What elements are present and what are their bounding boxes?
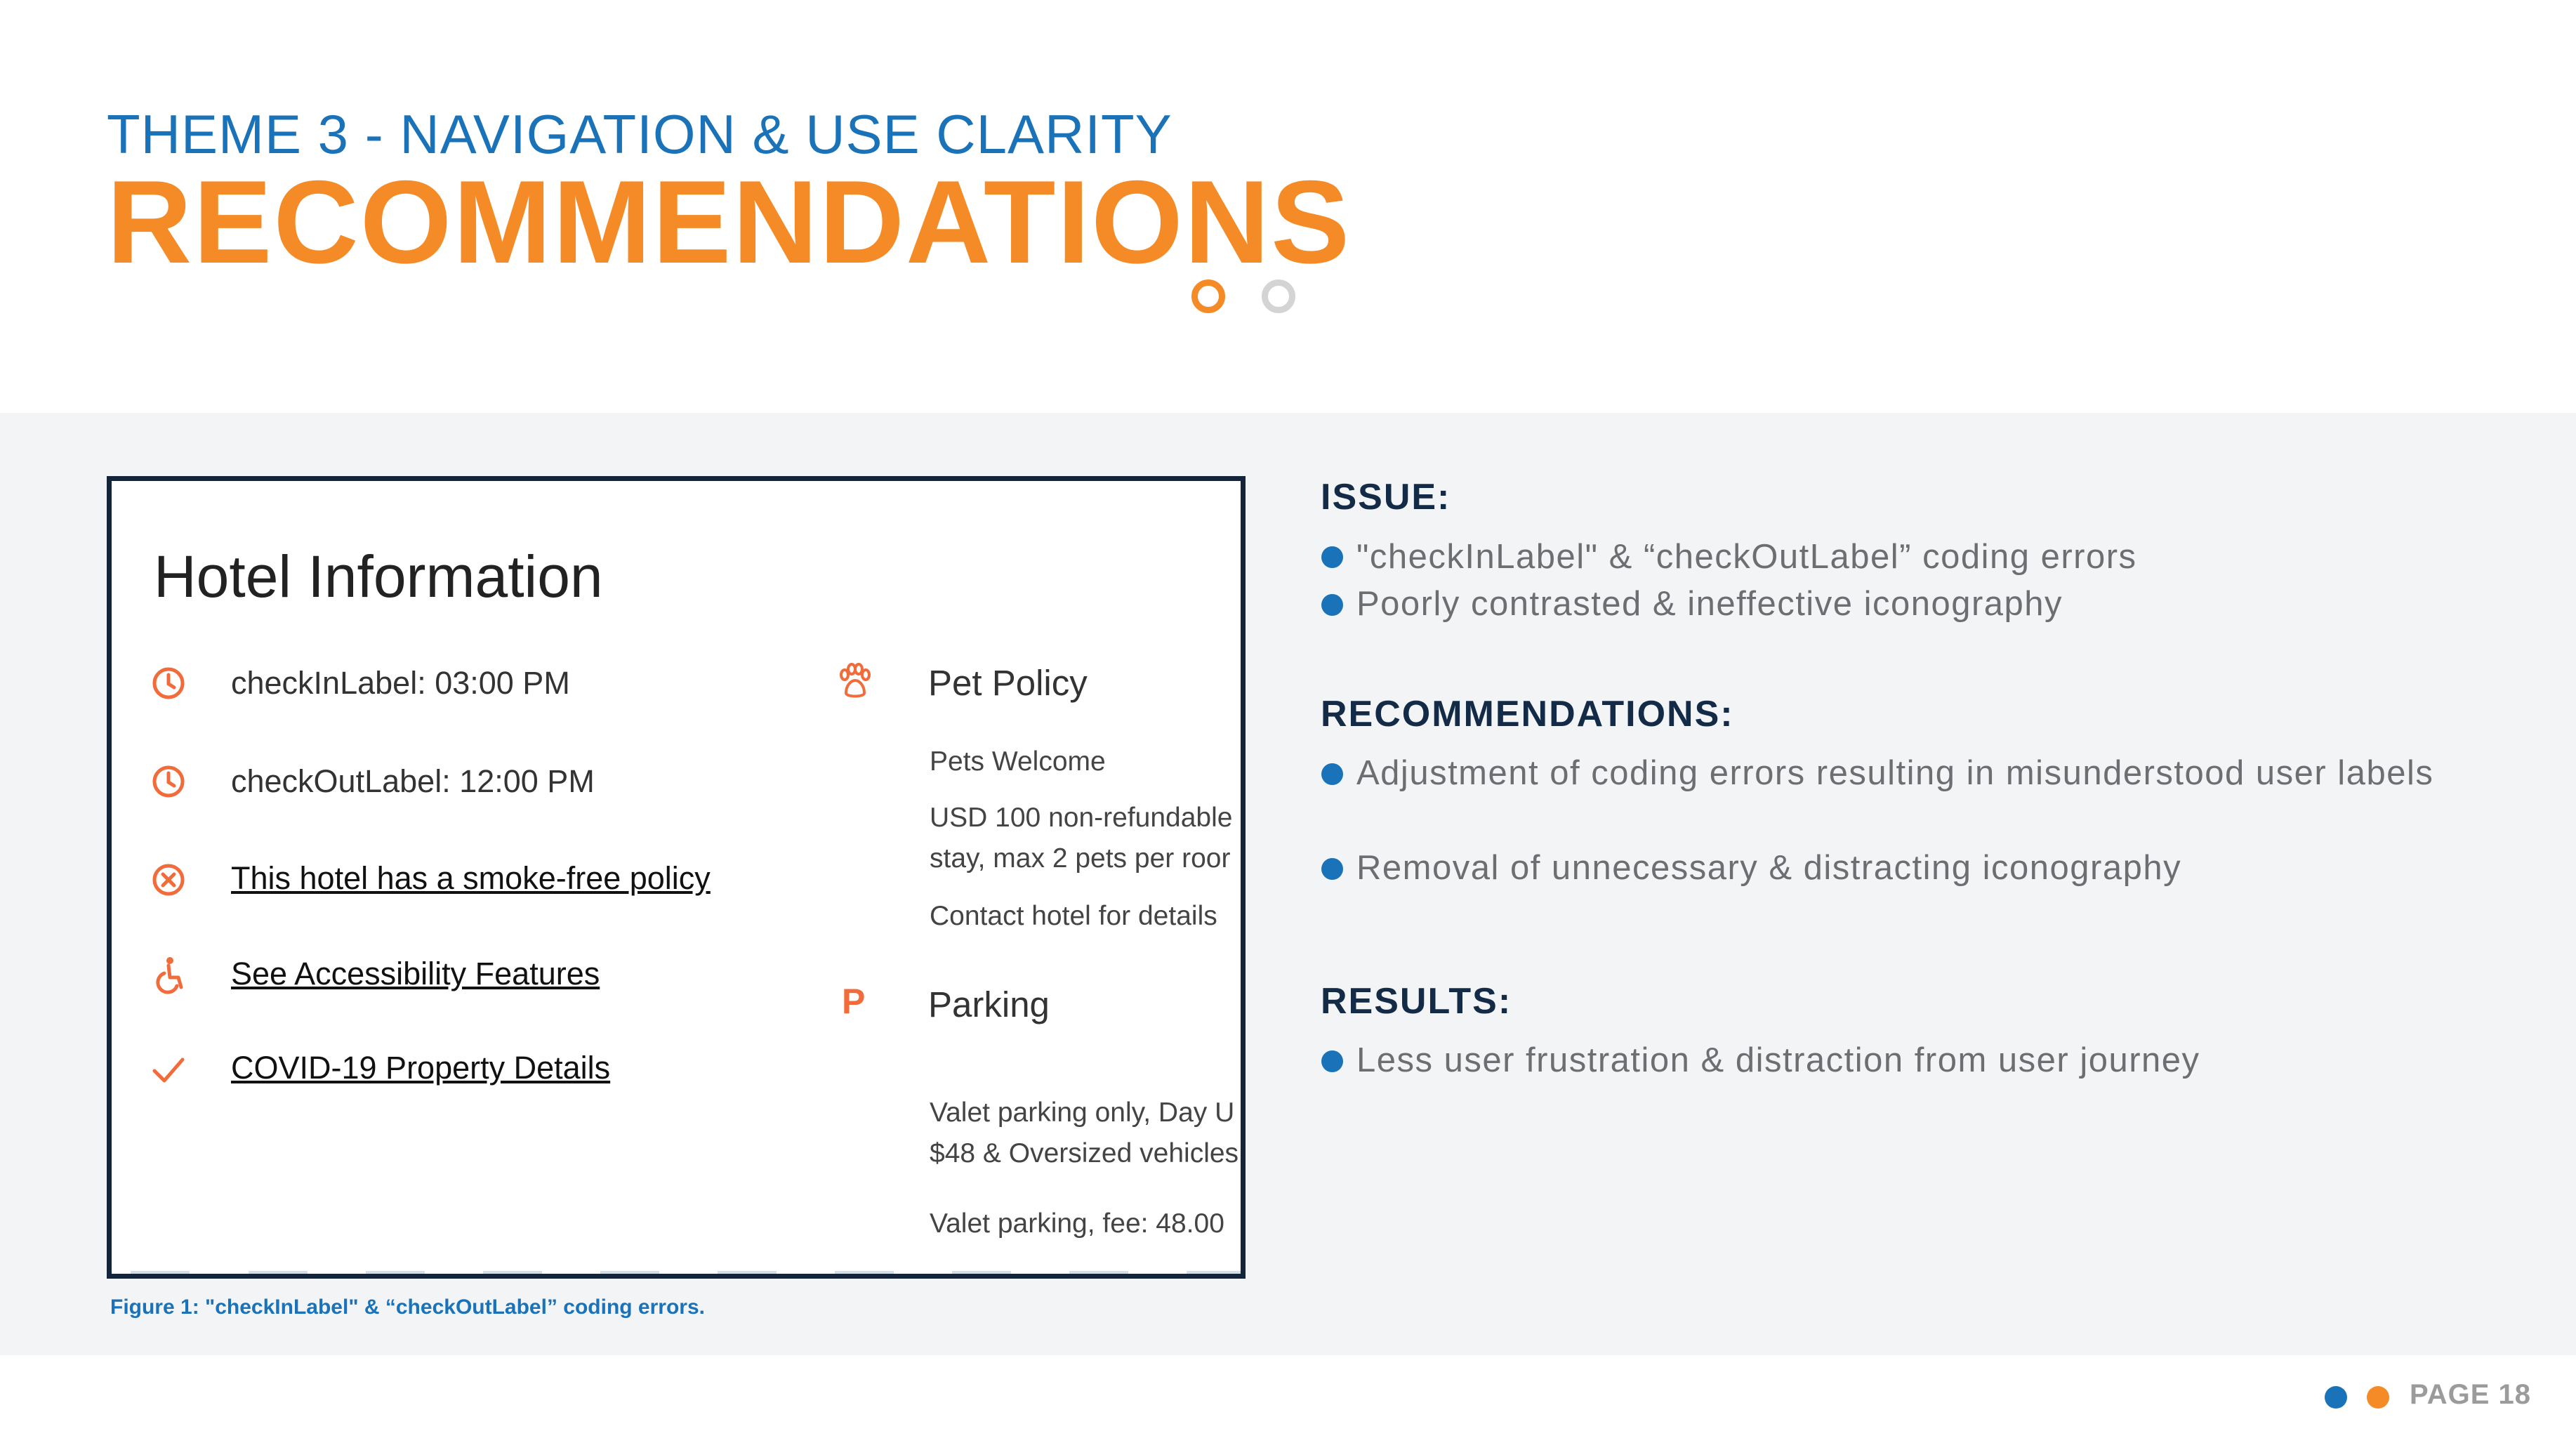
- orange-ring-decoration: [1191, 279, 1225, 313]
- covid-details-link[interactable]: COVID-19 Property Details: [231, 1050, 611, 1086]
- divider-dash: [131, 1271, 190, 1275]
- divider-dash: [952, 1271, 1011, 1275]
- issue-item: Poorly contrasted & ineffective iconography: [1356, 585, 2063, 623]
- parking-line: Valet parking, fee: 48.00: [930, 1208, 1224, 1239]
- divider-dash: [366, 1271, 425, 1275]
- checkmark-icon: [149, 1050, 188, 1089]
- check-in-label: checkInLabel: 03:00 PM: [231, 665, 570, 701]
- bullet-dot: [1321, 1050, 1343, 1072]
- result-item: Less user frustration & distraction from user journey: [1356, 1041, 2200, 1079]
- issue-heading: ISSUE:: [1321, 477, 1451, 518]
- recommendations-heading: RECOMMENDATIONS:: [1321, 694, 1734, 734]
- wheelchair-icon: [149, 955, 188, 994]
- bullet-dot: [1321, 594, 1343, 616]
- pet-line: USD 100 non-refundable: [930, 803, 1233, 833]
- svg-text:P: P: [842, 982, 866, 1020]
- parking-icon: [835, 981, 874, 1020]
- page-number: PAGE 18: [2410, 1379, 2531, 1410]
- recommendation-item: Removal of unnecessary & distracting iconography: [1356, 849, 2182, 887]
- results-heading: RESULTS:: [1321, 981, 1512, 1022]
- divider-dash: [483, 1271, 542, 1275]
- theme-subtitle: THEME 3 - NAVIGATION & USE CLARITY: [107, 103, 1173, 165]
- clock-icon: [149, 762, 188, 801]
- figure-caption: Figure 1: "checkInLabel" & “checkOutLabel” coding errors.: [110, 1296, 705, 1319]
- gray-ring-decoration: [1262, 279, 1295, 313]
- pet-line: Contact hotel for details: [930, 901, 1217, 931]
- divider-dash: [718, 1271, 777, 1275]
- pet-line: Pets Welcome: [930, 746, 1106, 777]
- no-smoking-icon: [149, 860, 188, 899]
- smoke-free-policy-link[interactable]: This hotel has a smoke-free policy: [231, 860, 711, 896]
- page-title: RECOMMENDATIONS: [107, 156, 1352, 288]
- bullet-dot: [1321, 858, 1343, 880]
- pet-policy-heading: Pet Policy: [928, 663, 1088, 703]
- divider-dash: [1069, 1271, 1128, 1275]
- footer-dot-blue: [2325, 1386, 2347, 1409]
- paw-icon: [835, 662, 874, 701]
- recommendation-item: Adjustment of coding errors resulting in misunderstood user labels: [1356, 754, 2434, 792]
- footer-dot-orange: [2367, 1386, 2389, 1409]
- issue-item: "checkInLabel" & “checkOutLabel” coding errors: [1356, 538, 2137, 576]
- bullet-dot: [1321, 546, 1343, 568]
- clock-icon: [149, 664, 188, 703]
- parking-line: Valet parking only, Day U: [930, 1098, 1235, 1128]
- divider-dash: [835, 1271, 894, 1275]
- parking-line: $48 & Oversized vehicles: [930, 1138, 1239, 1168]
- divider-dash: [249, 1271, 308, 1275]
- divider-dash: [600, 1271, 659, 1275]
- hotel-info-title: Hotel Information: [154, 543, 603, 609]
- accessibility-features-link[interactable]: See Accessibility Features: [231, 956, 600, 991]
- pet-line: stay, max 2 pets per roor: [930, 843, 1231, 874]
- hotel-info-screenshot: [107, 476, 1246, 1279]
- divider-dash: [1187, 1271, 1246, 1275]
- parking-heading: Parking: [928, 984, 1050, 1024]
- check-out-label: checkOutLabel: 12:00 PM: [231, 763, 595, 799]
- bullet-dot: [1321, 763, 1343, 785]
